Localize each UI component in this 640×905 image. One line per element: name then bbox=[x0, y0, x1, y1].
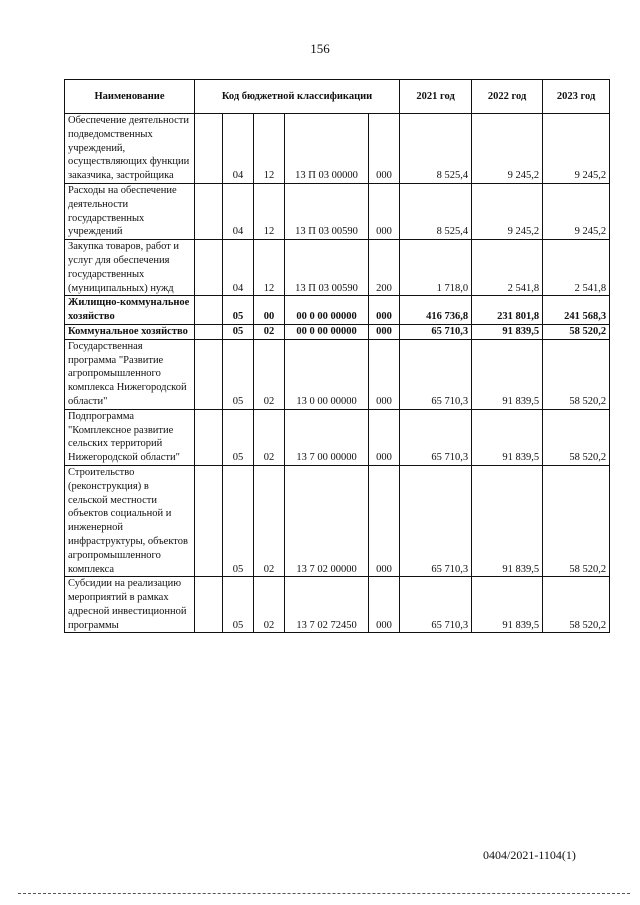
header-name: Наименование bbox=[65, 80, 195, 114]
row-2023: 58 520,2 bbox=[543, 324, 610, 339]
row-empty bbox=[195, 577, 223, 633]
row-empty bbox=[195, 409, 223, 465]
row-subsection: 02 bbox=[254, 577, 285, 633]
row-empty bbox=[195, 465, 223, 576]
row-2023: 58 520,2 bbox=[543, 409, 610, 465]
row-target-article: 13 П 03 00590 bbox=[285, 183, 369, 239]
row-section: 05 bbox=[223, 409, 254, 465]
row-subsection: 02 bbox=[254, 409, 285, 465]
row-2023: 2 541,8 bbox=[543, 240, 610, 296]
row-subsection: 12 bbox=[254, 240, 285, 296]
row-expense-type: 000 bbox=[369, 577, 400, 633]
row-subsection: 12 bbox=[254, 183, 285, 239]
row-name: Субсидии на реализацию мероприятий в рамках адресной инвестиционной программы bbox=[65, 577, 195, 633]
row-section: 05 bbox=[223, 296, 254, 325]
row-2021: 416 736,8 bbox=[400, 296, 472, 325]
row-2022: 9 245,2 bbox=[472, 114, 543, 184]
row-section: 05 bbox=[223, 324, 254, 339]
row-expense-type: 000 bbox=[369, 183, 400, 239]
row-name: Расходы на обеспечение деятельности государственных учреждений bbox=[65, 183, 195, 239]
row-2023: 58 520,2 bbox=[543, 465, 610, 576]
row-expense-type: 000 bbox=[369, 114, 400, 184]
row-2022: 91 839,5 bbox=[472, 465, 543, 576]
row-name: Закупка товаров, работ и услуг для обеспечения государственных (муниципальных) нужд bbox=[65, 240, 195, 296]
row-name: Государственная программа "Развитие агропромышленного комплекса Нижегородской области" bbox=[65, 339, 195, 409]
row-2021: 65 710,3 bbox=[400, 577, 472, 633]
header-2023: 2023 год bbox=[543, 80, 610, 114]
row-subsection: 12 bbox=[254, 114, 285, 184]
row-empty bbox=[195, 240, 223, 296]
table-row bbox=[65, 114, 610, 184]
row-empty bbox=[195, 324, 223, 339]
row-subsection: 02 bbox=[254, 465, 285, 576]
row-target-article: 13 П 03 00000 bbox=[285, 114, 369, 184]
row-2021: 65 710,3 bbox=[400, 409, 472, 465]
row-2021: 8 525,4 bbox=[400, 183, 472, 239]
row-subsection: 02 bbox=[254, 324, 285, 339]
table-row bbox=[65, 324, 610, 339]
row-name: Обеспечение деятельности подведомственных учреждений, осуществляющих функции заказчика, застройщика bbox=[65, 114, 195, 184]
row-2022: 2 541,8 bbox=[472, 240, 543, 296]
row-expense-type: 000 bbox=[369, 324, 400, 339]
row-2021: 1 718,0 bbox=[400, 240, 472, 296]
row-subsection: 02 bbox=[254, 339, 285, 409]
page-number: 156 bbox=[310, 41, 330, 56]
budget-table bbox=[64, 79, 610, 633]
header-code: Код бюджетной классификации bbox=[195, 80, 400, 114]
row-expense-type: 000 bbox=[369, 409, 400, 465]
table-row bbox=[65, 240, 610, 296]
table-row bbox=[65, 409, 610, 465]
row-name: Строительство (реконструкция) в сельской местности объектов социальной и инженерной инфраструктуры, объектов агропромышленного комплекса bbox=[65, 465, 195, 576]
row-target-article: 13 7 02 00000 bbox=[285, 465, 369, 576]
row-expense-type: 000 bbox=[369, 296, 400, 325]
row-name: Жилищно-коммунальное хозяйство bbox=[65, 296, 195, 325]
row-empty bbox=[195, 339, 223, 409]
table-header-row bbox=[65, 80, 610, 114]
row-target-article: 13 П 03 00590 bbox=[285, 240, 369, 296]
table-row bbox=[65, 577, 610, 633]
row-2023: 58 520,2 bbox=[543, 577, 610, 633]
row-section: 04 bbox=[223, 240, 254, 296]
table-row bbox=[65, 465, 610, 576]
row-2022: 231 801,8 bbox=[472, 296, 543, 325]
row-2021: 65 710,3 bbox=[400, 324, 472, 339]
row-2022: 91 839,5 bbox=[472, 409, 543, 465]
row-section: 04 bbox=[223, 183, 254, 239]
header-2021: 2021 год bbox=[400, 80, 472, 114]
row-2021: 65 710,3 bbox=[400, 465, 472, 576]
row-expense-type: 000 bbox=[369, 339, 400, 409]
row-2021: 8 525,4 bbox=[400, 114, 472, 184]
row-2022: 91 839,5 bbox=[472, 339, 543, 409]
row-expense-type: 000 bbox=[369, 465, 400, 576]
row-section: 05 bbox=[223, 577, 254, 633]
row-target-article: 13 0 00 00000 bbox=[285, 339, 369, 409]
row-subsection: 00 bbox=[254, 296, 285, 325]
row-target-article: 00 0 00 00000 bbox=[285, 296, 369, 325]
row-section: 05 bbox=[223, 465, 254, 576]
row-target-article: 13 7 02 72450 bbox=[285, 577, 369, 633]
table-row bbox=[65, 183, 610, 239]
table-row bbox=[65, 339, 610, 409]
row-target-article: 13 7 00 00000 bbox=[285, 409, 369, 465]
row-2023: 241 568,3 bbox=[543, 296, 610, 325]
bottom-rule bbox=[18, 893, 630, 894]
document-code: 0404/2021-1104(1) bbox=[483, 848, 576, 862]
row-name: Коммунальное хозяйство bbox=[65, 324, 195, 339]
row-2022: 91 839,5 bbox=[472, 324, 543, 339]
row-target-article: 00 0 00 00000 bbox=[285, 324, 369, 339]
header-2022: 2022 год bbox=[472, 80, 543, 114]
row-2023: 9 245,2 bbox=[543, 114, 610, 184]
row-2023: 58 520,2 bbox=[543, 339, 610, 409]
row-2021: 65 710,3 bbox=[400, 339, 472, 409]
row-expense-type: 200 bbox=[369, 240, 400, 296]
row-2022: 9 245,2 bbox=[472, 183, 543, 239]
row-name: Подпрограмма "Комплексное развитие сельских территорий Нижегородской области" bbox=[65, 409, 195, 465]
row-empty bbox=[195, 183, 223, 239]
table-row bbox=[65, 296, 610, 325]
row-empty bbox=[195, 296, 223, 325]
row-section: 04 bbox=[223, 114, 254, 184]
row-2023: 9 245,2 bbox=[543, 183, 610, 239]
row-2022: 91 839,5 bbox=[472, 577, 543, 633]
row-empty bbox=[195, 114, 223, 184]
row-section: 05 bbox=[223, 339, 254, 409]
